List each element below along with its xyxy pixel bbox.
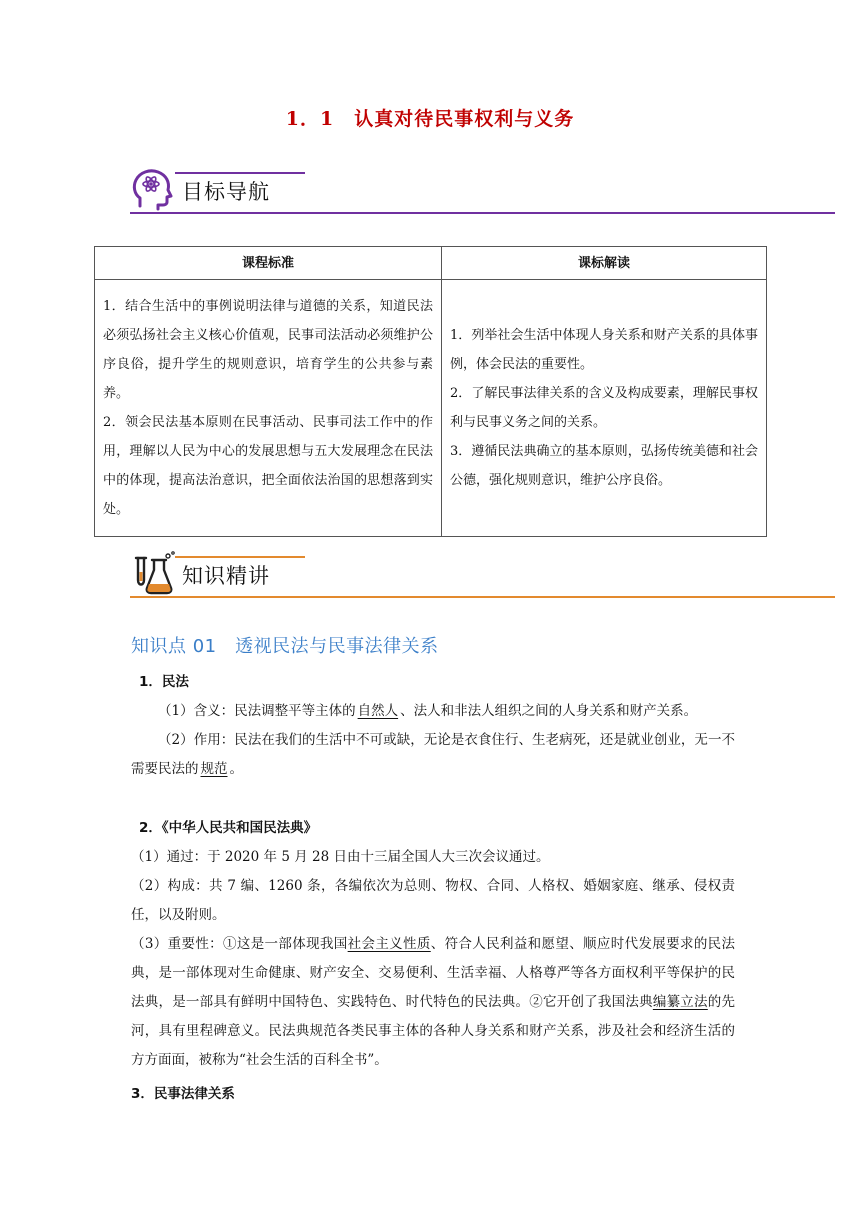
paragraph: [131, 930, 735, 1075]
page-title: 1．1 认真对待民事权利与义务: [285, 108, 575, 130]
subsection-heading: 1．民法: [139, 674, 189, 690]
underlined-term: 规范: [200, 761, 228, 777]
interpretation-item: 2．了解民事法律关系的含义及构成要素，理解民事权利与民事义务之间的关系。: [450, 386, 758, 430]
subsection-civil-code: [131, 814, 735, 1075]
section-rule: [130, 596, 835, 598]
subsection-heading: 3．民事法律关系: [131, 1086, 235, 1102]
section-label-nav: 目标导航: [182, 180, 270, 204]
table-row: [95, 280, 767, 537]
section-header-knowledge: [130, 550, 835, 598]
text-run: 、符合人民利益和愿望、顺应时代发展要求的民法典，是一部体现对生命健康、财产安全、交易便利、生活幸福、人格尊严等各方面权利平等保护的民法典，是一部具有鲜明中国特色、实践特色、时代特色的民法典。②它开创了我国法典: [131, 936, 736, 1010]
text-run: （1）含义：民法调整平等主体的: [158, 703, 356, 719]
underlined-term: 社会主义性质: [347, 936, 431, 952]
subsection-civil-law: [131, 668, 735, 784]
head-brain-icon: [130, 166, 176, 212]
section-header-nav: [130, 166, 835, 214]
header-ribbon: [175, 556, 305, 558]
knowledge-point-title: 知识点 01 透视民法与民事法律关系: [131, 636, 439, 657]
underlined-term: 自然人: [357, 703, 399, 719]
standard-item: 2．领会民法基本原则在民事活动、民事司法工作中的作用，理解以人民为中心的发展思想与五大发展理念在民法中的体现，提高法治意识，把全面依法治国的思想落到实处。: [103, 415, 433, 517]
table-cell-interpretation: [442, 280, 767, 537]
lab-flask-icon: [130, 550, 178, 596]
paragraph: （2）构成：共 7 编、1260 条，各编依次为总则、物权、合同、人格权、婚姻家庭、继承、侵权责任，以及附则。: [131, 878, 735, 923]
interpretation-item: 1．列举社会生活中体现人身关系和财产关系的具体事例，体会民法的重要性。: [450, 328, 758, 372]
subsection-heading: 2．《中华人民共和国民法典》: [139, 820, 318, 836]
section-rule: [130, 212, 835, 214]
text-run: 、法人和非法人组织之间的人身关系和财产关系。: [400, 703, 698, 719]
table-header-cell: 课程标准: [95, 247, 442, 280]
table-header-cell: 课标解读: [442, 247, 767, 280]
text-run: 。: [229, 761, 243, 777]
table-cell-standards: [95, 280, 442, 537]
header-ribbon: [175, 172, 305, 174]
subsection-legal-relations: [131, 1080, 735, 1109]
paragraph: （1）通过：于 2020 年 5 月 28 日由十三届全国人大三次会议通过。: [131, 849, 550, 865]
standards-table: [94, 246, 767, 537]
text-run: （3）重要性：①这是一部体现我国: [131, 936, 348, 952]
section-label-knowledge: 知识精讲: [182, 564, 270, 588]
underlined-term: 编纂立法: [652, 994, 708, 1010]
paragraph: [131, 697, 735, 726]
paragraph: [131, 726, 735, 784]
text-run: （2）作用：民法在我们的生活中不可或缺，无论是衣食住行、生老病死，还是就业创业，无一不需要民法的: [131, 732, 735, 777]
standard-item: 1．结合生活中的事例说明法律与道德的关系，知道民法必须弘扬社会主义核心价值观，民事司法活动必须维护公序良俗，提升学生的规则意识，培育学生的公共参与素养。: [103, 299, 433, 401]
text-run: 的先河，具有里程碑意义。民法典规范各类民事主体的各种人身关系和财产关系，涉及社会和经济生活的方方面面，被称为“社会生活的百科全书”。: [131, 994, 736, 1068]
table-header-row: [95, 247, 767, 280]
interpretation-item: 3．遵循民法典确立的基本原则，弘扬传统美德和社会公德，强化规则意识，维护公序良俗。: [450, 444, 758, 488]
